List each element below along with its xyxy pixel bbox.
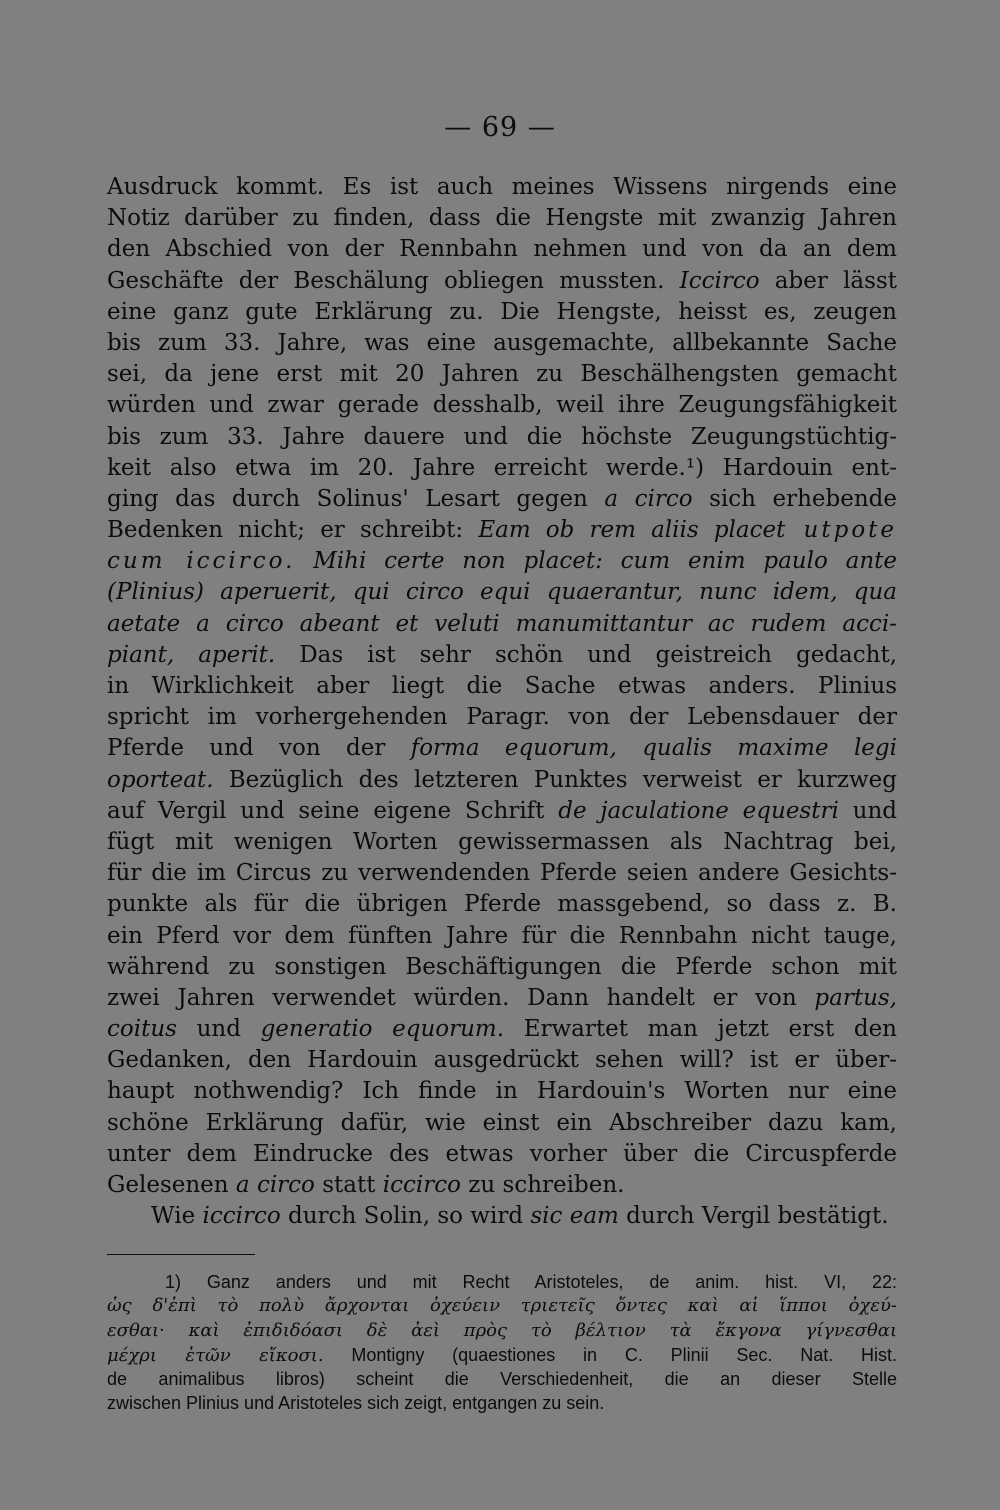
text-line: sei, da jene erst mit 20 Jahren zu Beschälhengsten gemacht	[107, 361, 897, 388]
text-line: (Plinius) aperuerit, qui circo equi quaerantur, nunc idem, qua	[107, 579, 897, 606]
text-line: bis zum 33. Jahre dauere und die höchste Zeugungstüchtig-	[107, 423, 897, 450]
text-span: ging das durch Solinus' Lesart gegen	[107, 485, 605, 512]
text-line	[107, 1014, 897, 1045]
text-line: während zu sonstigen Beschäftigungen die Pferde schon mit	[107, 953, 897, 980]
text-line	[107, 1201, 897, 1232]
text-line	[107, 484, 897, 515]
italic-span: coitus	[107, 1016, 177, 1043]
text-line	[107, 1170, 897, 1201]
text-line: spricht im vorhergehenden Paragr. von der Lebensdauer der	[107, 704, 897, 731]
text-line	[107, 796, 897, 827]
footnote-line	[107, 1343, 897, 1367]
footnote-line: de animalibus libros) scheint die Verschiedenheit, die an dieser Stelle	[107, 1369, 897, 1390]
text-span: Pferde und von der	[107, 735, 411, 762]
text-span: statt	[314, 1172, 383, 1198]
text-line: haupt nothwendig? Ich finde in Hardouin's Worten nur eine	[107, 1078, 897, 1105]
text-line: schöne Erklärung dafür, wie einst ein Abschreiber dazu kam,	[107, 1109, 897, 1136]
text-span: Montigny (quaestiones in C. Plinii Sec. Nat. Hist.	[323, 1344, 897, 1365]
text-span: sich erhebende	[692, 485, 897, 512]
greek-span: μέχρι ἐτῶν εἴκοσι.	[107, 1344, 324, 1366]
text-line: eine ganz gute Erklärung zu. Die Hengste, heisst es, zeugen	[107, 298, 897, 325]
text-span: Bedenken nicht; er schreibt:	[107, 517, 479, 544]
footnote-line: 1) Ganz anders und mit Recht Aristoteles, de anim. hist. VI, 22:	[165, 1272, 897, 1292]
text-line: würden und zwar gerade desshalb, weil ihre Zeugungsfähigkeit	[107, 392, 897, 419]
italic-span: Eam ob rem aliis placet	[478, 517, 786, 544]
text-span: zu schreiben.	[460, 1172, 625, 1198]
body-text	[107, 172, 897, 1232]
text-line: fügt mit wenigen Worten gewissermassen als Nachtrag bei,	[107, 828, 897, 855]
text-line: ein Pferd vor dem fünften Jahre für die Rennbahn nicht tauge,	[107, 922, 897, 949]
footnote-greek-line: εσθαι· καὶ ἐπιδιδόασι δὲ ἀεὶ πρὸς τὸ βέλτιον τὰ ἔκγονα γίγνεσθαι	[107, 1319, 897, 1341]
text-span: zwei Jahren verwendet würden. Dann handelt er von	[107, 984, 815, 1011]
italic-span: partus,	[814, 984, 897, 1011]
footnote-greek-line: ὡς δ'ἐπὶ τὸ πολὺ ἄρχονται ὀχεύειν τριετεῖς ὄντες καὶ αἱ ἵπποι ὀχεύ-	[107, 1295, 897, 1317]
text-span: Das ist sehr schön und geistreich gedacht,	[275, 641, 898, 668]
italic-span: oporteat.	[107, 766, 214, 793]
text-span: Wie	[151, 1203, 203, 1230]
italic-span: de jaculatione equestri	[558, 797, 839, 824]
italic-span: Mihi certe non placet: cum enim paulo ante	[295, 548, 897, 575]
text-line: Notiz darüber zu finden, dass die Hengste mit zwanzig Jahren	[107, 205, 897, 232]
footnote	[107, 1270, 897, 1416]
text-line	[107, 765, 897, 796]
italic-span: sic eam	[530, 1203, 619, 1230]
footnote-rule	[107, 1254, 255, 1255]
text-span: auf Vergil und seine eigene Schrift	[107, 797, 559, 824]
page-number: — 69 —	[444, 112, 556, 143]
text-line: den Abschied von der Rennbahn nehmen und von da an dem	[107, 236, 897, 263]
text-line: unter dem Eindrucke des etwas vorher über die Circuspferde	[107, 1140, 897, 1167]
spaced-italic-span: cum iccirco.	[107, 548, 296, 575]
text-span: Erwartet man jetzt erst den	[504, 1016, 897, 1043]
italic-span: Iccirco	[679, 267, 760, 294]
text-span: und	[838, 797, 897, 824]
text-line: bis zum 33. Jahre, was eine ausgemachte, allbekannte Sache	[107, 329, 897, 356]
text-line: für die im Circus zu verwendenden Pferde seien andere Gesichts-	[107, 860, 897, 887]
italic-span: piant, aperit.	[107, 641, 276, 668]
text-span: Geschäfte der Beschälung obliegen mussten.	[107, 267, 680, 294]
italic-span: a circo	[235, 1172, 315, 1198]
italic-span: forma equorum, qualis maxime legi	[410, 735, 897, 762]
text-line: Gedanken, den Hardouin ausgedrückt sehen will? ist er über-	[107, 1047, 897, 1074]
text-span: Bezüglich des letzteren Punktes verweist er kurzweg	[213, 766, 897, 793]
italic-span: iccirco	[202, 1203, 281, 1230]
text-line	[107, 733, 897, 764]
italic-span: iccirco	[382, 1172, 461, 1198]
text-span: durch Vergil bestätigt.	[618, 1203, 889, 1230]
text-line	[107, 266, 897, 297]
text-line	[107, 983, 897, 1014]
italic-span: a circo	[604, 485, 693, 512]
spaced-italic-span: utpote	[785, 517, 898, 544]
text-line: keit also etwa im 20. Jahre erreicht werde.¹) Hardouin ent-	[107, 454, 897, 481]
text-line: in Wirklichkeit aber liegt die Sache etwas anders. Plinius	[107, 673, 897, 699]
text-line: punkte als für die übrigen Pferde massgebend, so dass z. B.	[107, 891, 897, 918]
italic-span: generatio equorum.	[260, 1016, 505, 1043]
text-line	[107, 546, 897, 577]
text-span: und	[176, 1016, 261, 1043]
text-span: aber lässt	[759, 267, 897, 294]
text-line	[107, 515, 897, 546]
text-line	[107, 640, 897, 671]
text-span: durch Solin, so wird	[280, 1203, 531, 1230]
footnote-line: zwischen Plinius und Aristoteles sich zeigt, entgangen zu sein.	[107, 1393, 605, 1414]
text-line: aetate a circo abeant et veluti manumittantur ac rudem acci-	[107, 610, 897, 637]
text-line: Ausdruck kommt. Es ist auch meines Wissens nirgends eine	[107, 174, 897, 200]
text-span: Gelesenen	[107, 1172, 236, 1198]
